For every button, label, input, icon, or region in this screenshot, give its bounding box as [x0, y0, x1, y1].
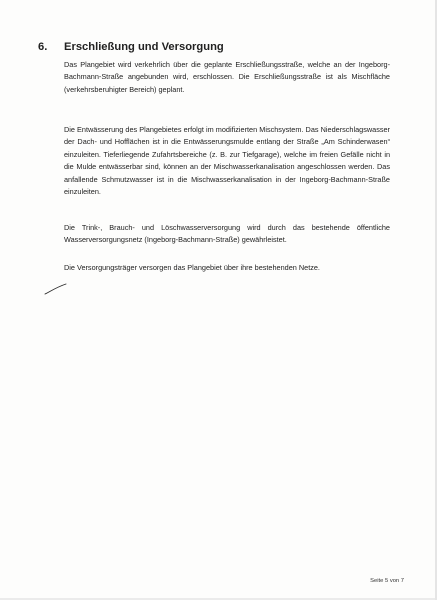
section-number: 6.: [38, 41, 48, 53]
paragraph-drainage: Die Entwässerung des Plangebietes erfolgt im modifizierten Mischsystem. Das Niederschlagswasser der Dach- und Hofflächen ist in die Entwässerungsmulde entlang der Straße „Am Schinderwasen“ einzuleiten. Tieferliegende Zufahrtsbereiche (z. B. zur Tiefgarage), welche im freien Gefälle nicht in die Mulde entwässerbar sind, können an der Mischwasserkanalisation angeschlossen werden. Das anfallende Schmutzwasser ist in die Mischwasserkanalisation in der Ingeborg-Bachmann-Straße einzuleiten.: [64, 125, 390, 197]
section-title: Erschließung und Versorgung: [64, 41, 224, 53]
paragraph-water-supply: Die Trink-, Brauch- und Löschwasserversorgung wird durch das bestehende öffentliche Wasserversorgungsnetz (Ingeborg-Bachmann-Straße) gewährleistet.: [64, 223, 390, 245]
paragraph-utility-providers: Die Versorgungsträger versorgen das Plangebiet über ihre bestehenden Netze.: [64, 263, 320, 272]
paragraph-access: Das Plangebiet wird verkehrlich über die geplante Erschließungsstraße, welche an der Ingeborg-Bachmann-Straße angebunden wird, erschlossen. Die Erschließungsstraße ist als Mischfläche (verkehrsberuhigter Bereich) geplant.: [64, 60, 390, 94]
page-number-footer: Seite 5 von 7: [370, 578, 404, 584]
pen-stroke-mark: [44, 282, 68, 296]
section-heading: [38, 41, 378, 53]
